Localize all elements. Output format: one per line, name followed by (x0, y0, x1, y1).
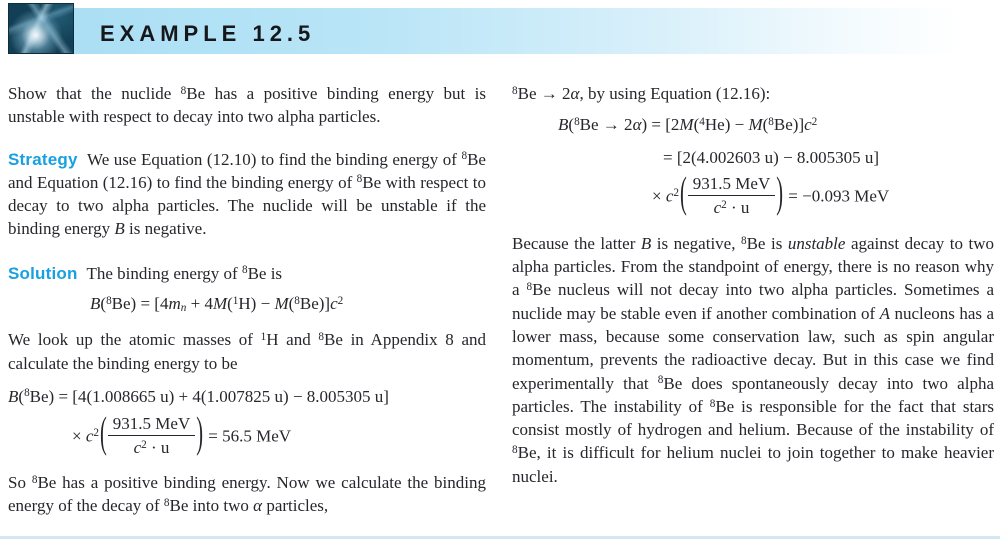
strategy-text: We use Equation (12.10) to find the binding energy of $^8$Be and Equation (12.16) to find the binding energy of $^8$Be with respect to decay to two alpha particles. The nuclide will be unstable if the binding energy B is negative. (8, 149, 486, 239)
solution-label: Solution (8, 263, 78, 283)
equation-binding-energy: $B(^8Be) = [4mn + 4M(^1H) - M(^8Be)]c^2$ (90, 293, 344, 315)
equation-binding-numeric: B($^8$Be) = [4(1.008665 u) + 4(1.007825 u) − 8.005305 u] (8, 386, 389, 406)
equation-decay-symbolic: $B(^8Be \to 2\alpha) = [2M(^4He) - M(^8Be)]c^2$ (558, 115, 818, 135)
equation-binding-result: × $c^2$( $\frac{\text{931.5 MeV}}{c^2 \cdot u}$ ) = 56.5 MeV (72, 410, 292, 458)
problem-statement: Show that the nuclide $^8$Be has a positive binding energy but is unstable with respect to decay into two alpha particles. (8, 84, 487, 127)
solution-intro-text: The binding energy of $^8$Be is (86, 263, 283, 283)
example-title: EXAMPLE 12.5 (100, 21, 316, 46)
equation-decay-result: × $c^2$( $\frac{\text{931.5 MeV}}{c^2 \cdot u}$ ) = −0.093 MeV (652, 170, 890, 218)
left-column (8, 82, 486, 518)
closing-paragraph: So $^8$Be has a positive binding energy. Now we calculate the binding energy of the decay of $^8$Be into two α particles, (8, 473, 486, 516)
solution-paragraph (8, 262, 486, 285)
equation-decay-masses: = [2(4.002603 u) − 8.005305 u] (663, 147, 880, 167)
reaction-intro: $^8$Be → 2α, by using Equation (12.16): (512, 84, 771, 103)
strategy-label: Strategy (8, 149, 78, 169)
lookup-paragraph: We look up the atomic masses of $^1$H and $^8$Be in Appendix 8 and calculate the binding energy to be (8, 330, 487, 373)
right-column (512, 82, 994, 488)
starburst-photo-icon (8, 3, 74, 54)
discussion-paragraph: Because the latter B is negative, $^8$Be is unstable against decay to two alpha particles. From the standpoint of energy, there is no reason why a $^8$Be nucleus will not decay into two alpha particles. Sometimes a nuclide may be stable even if another combination of A nucleons has a lower mass, because some conservation law, such as spin angular momentum, prevents the radioactive decay. But in this case we find experimentally that $^8$Be does spontaneously decay into two alpha particles. The instability of $^8$Be is responsible for the fact that stars consist mostly of hydrogen and helium. Because of the instability of $^8$Be, it is difficult for helium nuclei to join together to make heavier nuclei. (512, 233, 995, 486)
strategy-paragraph (8, 148, 486, 241)
